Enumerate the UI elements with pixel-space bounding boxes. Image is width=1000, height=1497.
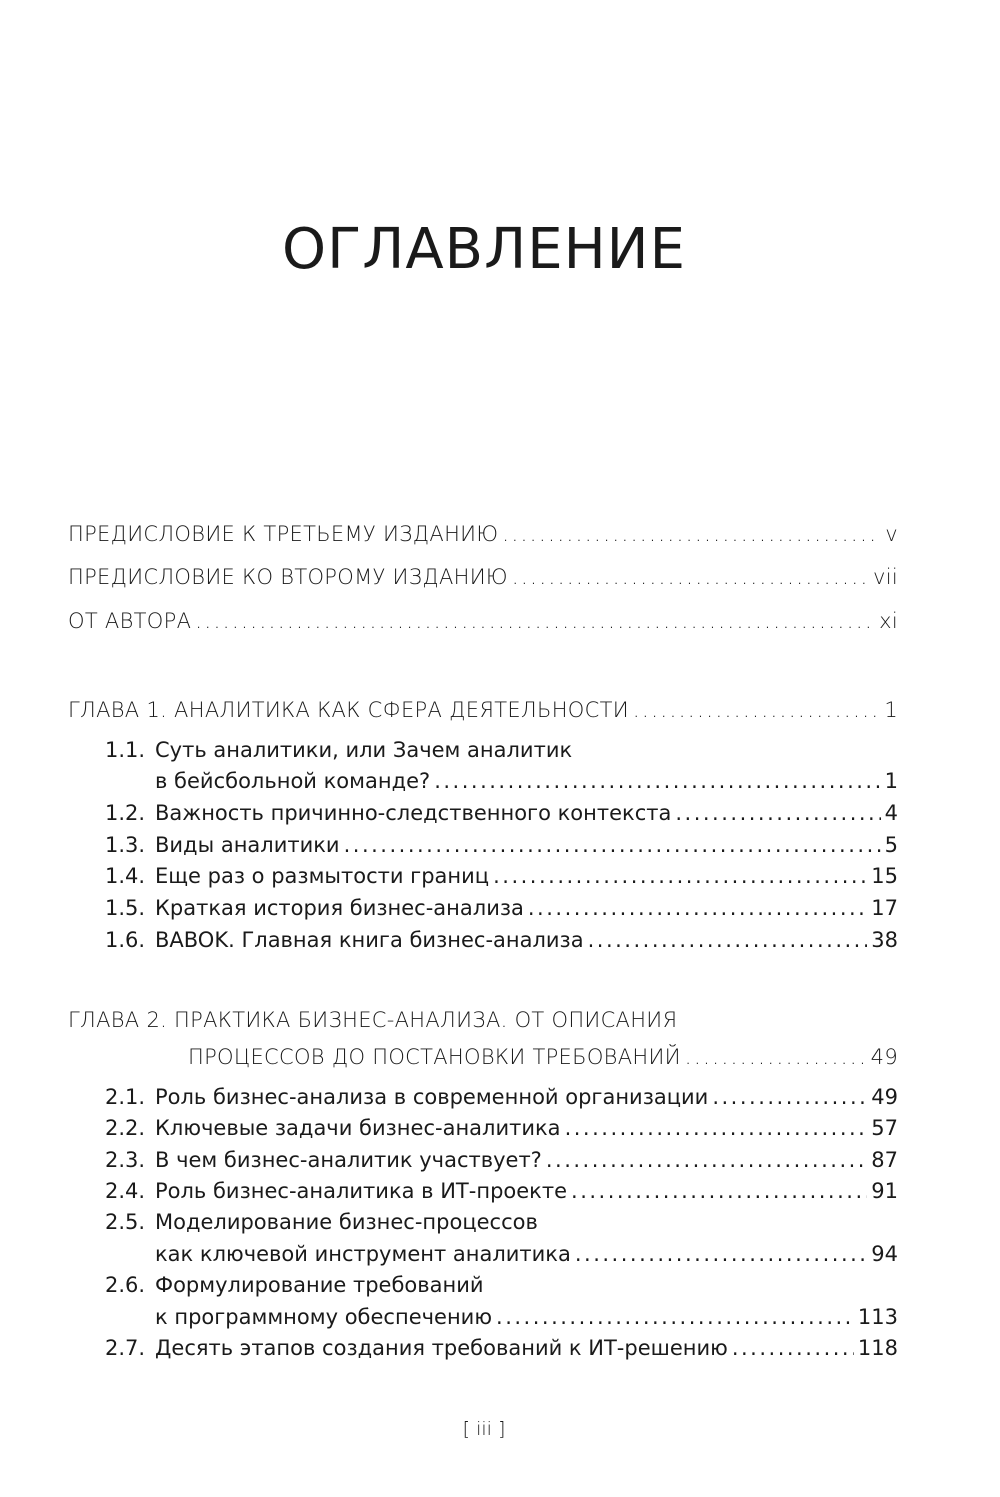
dot-leader bbox=[496, 1307, 854, 1328]
toc-section-1-5[interactable] bbox=[105, 898, 898, 919]
section-title-line1: Суть аналитики, или Зачем аналитик bbox=[155, 738, 573, 762]
toc-section-1-1[interactable] bbox=[105, 740, 572, 761]
section-number: 1.6. bbox=[105, 928, 146, 952]
dot-leader bbox=[588, 930, 868, 951]
toc-entry-label: ПРЕДИСЛОВИЕ К ТРЕТЬЕМУ ИЗДАНИЮ bbox=[68, 522, 499, 546]
dot-leader bbox=[493, 866, 867, 887]
section-number: 1.4. bbox=[105, 864, 146, 888]
toc-entry-page: 1 bbox=[884, 769, 898, 793]
toc-section-2-4[interactable] bbox=[105, 1181, 898, 1202]
toc-entry-page: 15 bbox=[871, 864, 898, 888]
toc-section-2-3[interactable] bbox=[105, 1150, 898, 1171]
dot-leader bbox=[512, 567, 869, 588]
page-title: ОГЛАВЛЕНИЕ bbox=[282, 217, 686, 282]
dot-leader bbox=[344, 835, 881, 856]
toc-section-2-6-cont[interactable] bbox=[155, 1307, 898, 1328]
toc-section-2-6[interactable] bbox=[105, 1275, 484, 1296]
section-title: Виды аналитики bbox=[155, 833, 340, 857]
toc-chapter-label-line1: ГЛАВА 2. ПРАКТИКА БИЗНЕС-АНАЛИЗА. ОТ ОПИСАНИЯ bbox=[68, 1008, 678, 1032]
toc-entry-page: 49 bbox=[871, 1085, 898, 1109]
toc-entry-page: 87 bbox=[871, 1148, 898, 1172]
section-title: BABOK. Главная книга бизнес-анализа bbox=[155, 928, 584, 952]
section-title: Ключевые задачи бизнес-аналитика bbox=[155, 1116, 561, 1140]
section-number: 2.2. bbox=[105, 1116, 146, 1140]
dot-leader bbox=[712, 1087, 867, 1108]
toc-section-2-1[interactable] bbox=[105, 1087, 898, 1108]
toc-entry-page: 118 bbox=[857, 1336, 898, 1360]
section-number: 2.3. bbox=[105, 1148, 146, 1172]
toc-chapter-1-heading[interactable] bbox=[68, 700, 898, 721]
toc-entry-page: vii bbox=[873, 565, 898, 589]
toc-section-1-6[interactable] bbox=[105, 930, 898, 951]
toc-entry-from-author[interactable] bbox=[68, 611, 898, 632]
toc-entry-label: ОТ АВТОРА bbox=[68, 609, 192, 633]
section-title-line1: Формулирование требований bbox=[155, 1273, 484, 1297]
section-title-line2: в бейсбольной команде? bbox=[155, 769, 431, 793]
section-number: 2.7. bbox=[105, 1336, 146, 1360]
toc-entry-page: 17 bbox=[871, 896, 898, 920]
toc-entry-page: 38 bbox=[871, 928, 898, 952]
toc-entry-page: 49 bbox=[870, 1045, 898, 1069]
dot-leader bbox=[675, 803, 880, 824]
toc-entry-page: 113 bbox=[857, 1305, 898, 1329]
section-number: 2.6. bbox=[105, 1273, 146, 1297]
toc-section-2-7[interactable] bbox=[105, 1338, 898, 1359]
toc-entry-preface-second[interactable] bbox=[68, 567, 898, 588]
dot-leader bbox=[685, 1047, 867, 1068]
toc-entry-page: v bbox=[885, 522, 898, 546]
toc-section-2-5[interactable] bbox=[105, 1212, 538, 1233]
toc-entry-page: 4 bbox=[884, 801, 898, 825]
section-title: Роль бизнес-аналитика в ИТ-проекте bbox=[155, 1179, 568, 1203]
toc-chapter-2-heading-cont[interactable] bbox=[188, 1047, 898, 1068]
section-title-line2: к программному обеспечению bbox=[155, 1305, 493, 1329]
toc-section-1-4[interactable] bbox=[105, 866, 898, 887]
toc-entry-page: 1 bbox=[884, 698, 898, 722]
toc-chapter-label: ГЛАВА 1. АНАЛИТИКА КАК СФЕРА ДЕЯТЕЛЬНОСТИ bbox=[68, 698, 629, 722]
dot-leader bbox=[502, 524, 881, 545]
dot-leader bbox=[546, 1150, 867, 1171]
page-number: [ iii ] bbox=[462, 1418, 506, 1440]
toc-section-2-5-cont[interactable] bbox=[155, 1244, 898, 1265]
section-title: Краткая история бизнес-анализа bbox=[155, 896, 524, 920]
toc-entry-preface-third[interactable] bbox=[68, 524, 898, 545]
toc-section-1-1-cont[interactable] bbox=[155, 771, 898, 792]
section-title: Десять этапов создания требований к ИТ-решению bbox=[155, 1336, 728, 1360]
toc-entry-label: ПРЕДИСЛОВИЕ КО ВТОРОМУ ИЗДАНИЮ bbox=[68, 565, 508, 589]
dot-leader bbox=[575, 1244, 867, 1265]
toc-entry-page: 94 bbox=[871, 1242, 898, 1266]
dot-leader bbox=[565, 1118, 868, 1139]
toc-entry-page: 5 bbox=[884, 833, 898, 857]
toc-section-1-2[interactable] bbox=[105, 803, 898, 824]
dot-leader bbox=[633, 700, 880, 721]
toc-section-1-3[interactable] bbox=[105, 835, 898, 856]
dot-leader bbox=[528, 898, 867, 919]
section-number: 2.5. bbox=[105, 1210, 146, 1234]
section-number: 1.3. bbox=[105, 833, 146, 857]
dot-leader bbox=[732, 1338, 854, 1359]
toc-entry-page: xi bbox=[879, 609, 898, 633]
section-number: 2.4. bbox=[105, 1179, 146, 1203]
toc-entry-page: 91 bbox=[871, 1179, 898, 1203]
dot-leader bbox=[571, 1181, 867, 1202]
section-title: В чем бизнес-аналитик участвует? bbox=[155, 1148, 542, 1172]
section-title: Роль бизнес-анализа в современной организации bbox=[155, 1085, 709, 1109]
toc-section-2-2[interactable] bbox=[105, 1118, 898, 1139]
toc-chapter-label-line2: ПРОЦЕССОВ ДО ПОСТАНОВКИ ТРЕБОВАНИЙ bbox=[188, 1045, 681, 1069]
dot-leader bbox=[195, 611, 875, 632]
section-title: Еще раз о размытости границ bbox=[155, 864, 490, 888]
section-number: 1.1. bbox=[105, 738, 146, 762]
section-title-line1: Моделирование бизнес-процессов bbox=[155, 1210, 538, 1234]
section-number: 1.5. bbox=[105, 896, 146, 920]
section-number: 1.2. bbox=[105, 801, 146, 825]
toc-entry-page: 57 bbox=[871, 1116, 898, 1140]
section-title: Важность причинно-следственного контекста bbox=[155, 801, 672, 825]
section-title-line2: как ключевой инструмент аналитика bbox=[155, 1242, 571, 1266]
section-number: 2.1. bbox=[105, 1085, 146, 1109]
dot-leader bbox=[434, 771, 880, 792]
toc-chapter-2-heading[interactable] bbox=[68, 1010, 677, 1031]
